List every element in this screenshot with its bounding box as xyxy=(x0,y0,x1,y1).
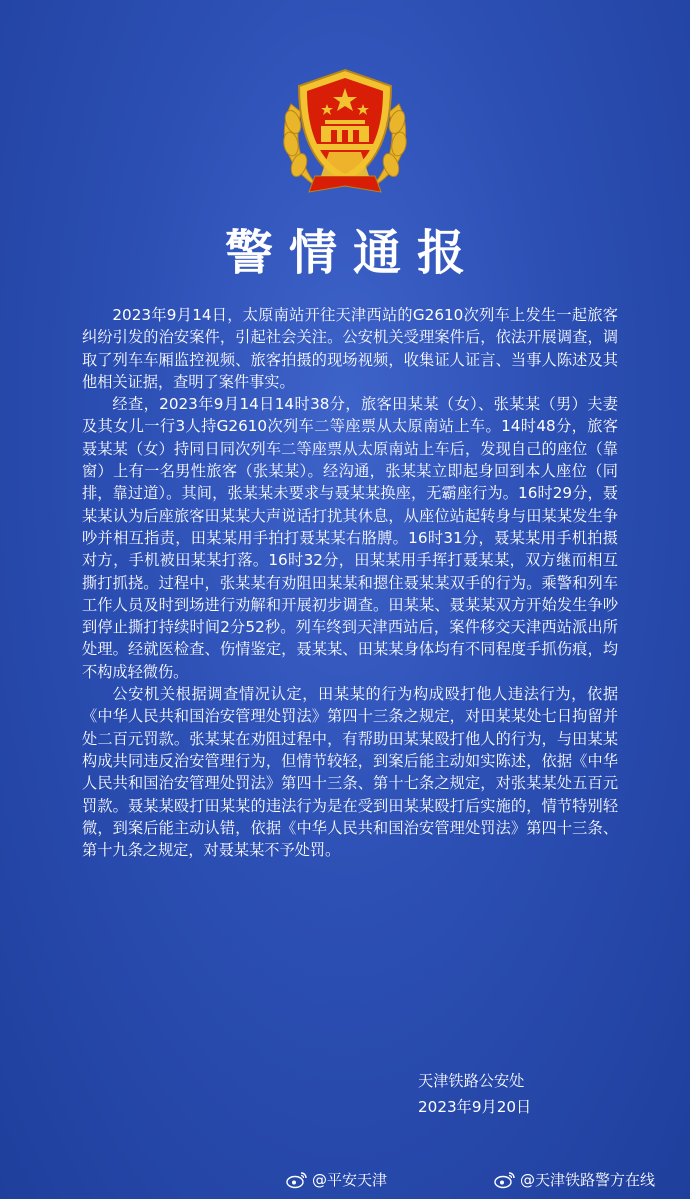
signature-block xyxy=(418,1068,531,1120)
notice-title: 警情通报 xyxy=(224,225,481,281)
paragraph-summary: 2023年9月14日，太原南站开往天津西站的G2610次列车上发生一起旅客纠纷引发的治安案件，引起社会关注。公安机关受理案件后，依法开展调查，调取了列车车厢监控视频、旅客拍摄的现场视频，收集证人证言、当事人陈述及其他相关证据，查明了案件事实。 xyxy=(82,306,618,391)
watermark-pingan-tianjin xyxy=(286,1169,387,1190)
issue-date: 2023年9月20日 xyxy=(418,1098,532,1116)
watermark-text: @天津铁路警方在线 xyxy=(520,1171,656,1189)
watermark-text: @平安天津 xyxy=(312,1171,388,1189)
weibo-icon xyxy=(286,1171,308,1189)
watermark-tianjin-railway-police xyxy=(494,1169,655,1190)
police-emblem-icon xyxy=(271,64,419,204)
paragraph-findings: 经查，2023年9月14日14时38分，旅客田某某（女）、张某某（男）夫妻及其女儿一行3人持G2610次列车二等座票从太原南站上车。14时48分，旅客聂某某（女）持同日同次列车二等座票从太原南站上车后，发现自己的座位（靠窗）上有一名男性旅客（张某某）。经沟通，张某某立即起身回到本人座位（同排，靠过道）。其间，张某某未要求与聂某某换座，无霸座行为。16时29分，聂某某认为后座旅客田某某大声说话打扰其休息，从座位站起转身与田某某发生争吵并相互指责，田某某用手拍打聂某某右胳膊。16时31分，聂某某用手机拍摄对方，手机被田某某打落。16时32分，田某某用手挥打聂某某，双方继而相互撕打抓挠。过程中，张某某有劝阻田某某和摁住聂某某双手的行为。乘警和列车工作人员及时到场进行劝解和开展初步调查。田某某、聂某某双方开始发生争吵到停止撕打持续时间2分52秒。列车终到天津西站后，案件移交天津西站派出所处理。经就医检查、伤情鉴定，聂某某、田某某身体均有不同程度手抓伤痕，均不构成轻微伤。 xyxy=(82,395,618,681)
paragraph-ruling: 公安机关根据调查情况认定，田某某的行为构成殴打他人违法行为，依据《中华人民共和国治安管理处罚法》第四十三条之规定，对田某某处七日拘留并处二百元罚款。张某某在劝阻过程中，有帮助田某某殴打他人的行为，与田某某构成共同违反治安管理行为，但情节较轻，到案后能主动如实陈述，依据《中华人民共和国治安管理处罚法》第四十三条、第十七条之规定，对张某某处五百元罚款。聂某某殴打田某某的违法行为是在受到田某某殴打后实施的，情节特别轻微，到案后能主动认错，依据《中华人民共和国治安管理处罚法》第四十三条、第十九条之规定，对聂某某不予处罚。 xyxy=(82,685,618,860)
notice-body xyxy=(82,304,618,861)
weibo-icon xyxy=(494,1171,516,1189)
watermark-bar xyxy=(0,1166,690,1196)
issuer-name: 天津铁路公安处 xyxy=(418,1072,525,1090)
